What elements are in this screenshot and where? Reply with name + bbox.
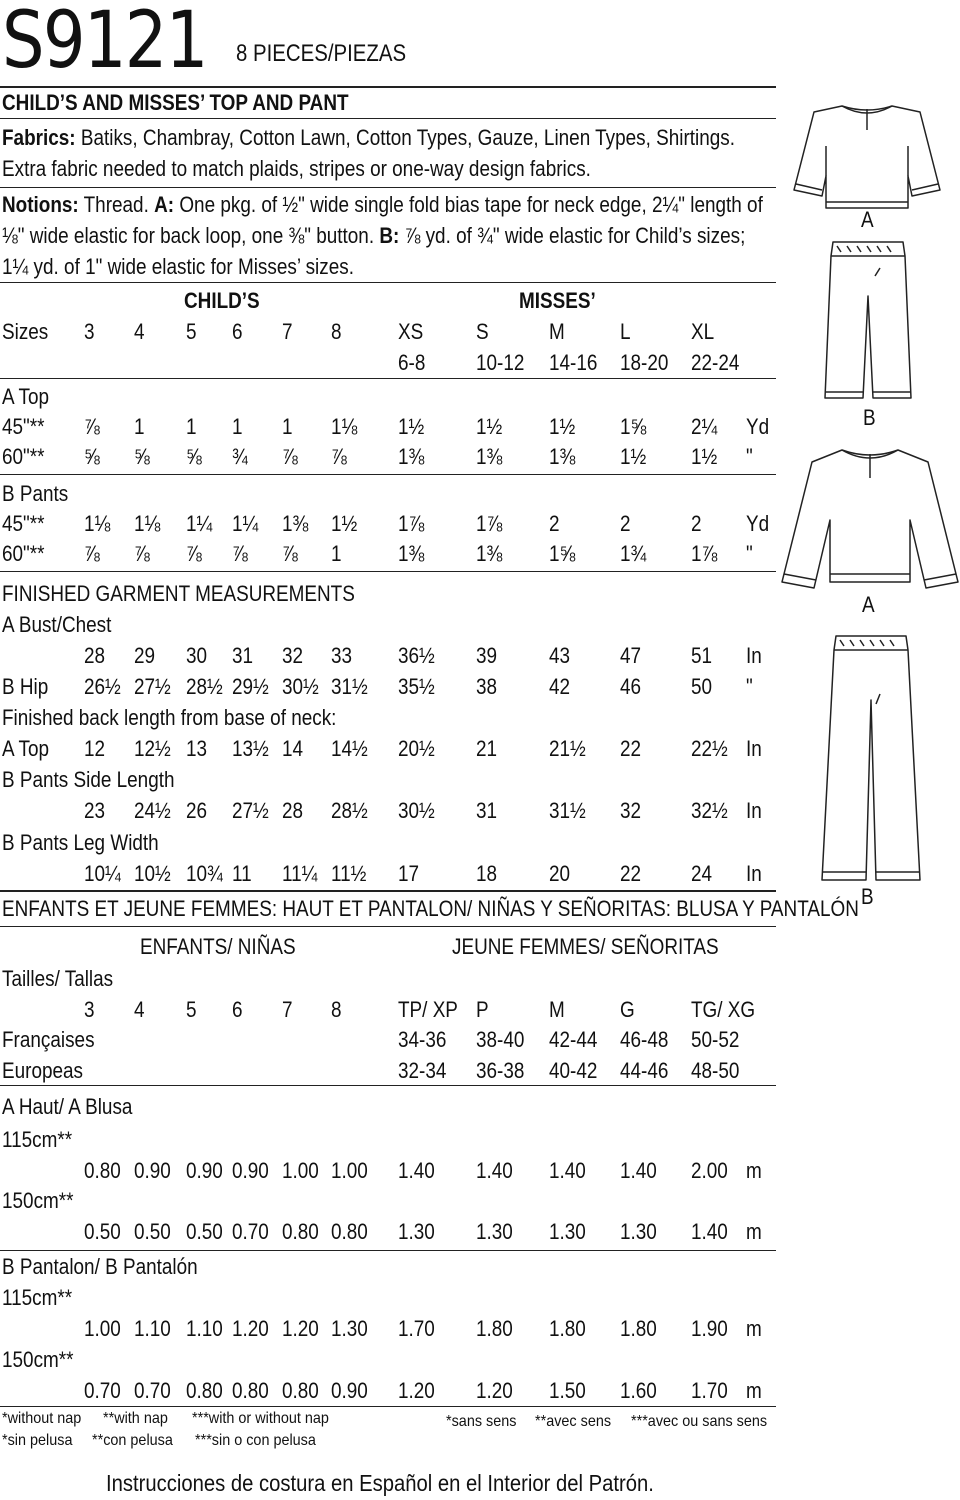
divider [0, 571, 776, 572]
table-cell: ⅝ [186, 444, 202, 469]
size-cell: XS [398, 319, 424, 344]
group-heading-misses: JEUNE FEMMES/ SEÑORITAS [452, 934, 719, 959]
table-cell: 1⅜ [398, 541, 425, 566]
size-cell: TP/ XP [398, 997, 458, 1022]
table-cell: 28½ [331, 798, 368, 823]
francaises-cell: 46-48 [620, 1027, 669, 1052]
misses-range-cell: 14-16 [549, 350, 598, 375]
table-cell: 29 [134, 643, 156, 668]
table-cell: 1¼ [232, 511, 259, 536]
table-cell: ⅞ [331, 444, 347, 469]
table-cell: 26 [186, 798, 208, 823]
table-cell: 1⅛ [331, 414, 358, 439]
section-label: B Pants [2, 481, 69, 506]
spanish-instructions-note: Instrucciones de costura en Español en el Interior del Patrón. [106, 1470, 654, 1496]
europeas-cell: 44-46 [620, 1058, 669, 1083]
size-cell: 6 [232, 997, 243, 1022]
table-cell: 2¼ [691, 414, 718, 439]
section-label: 115cm** [2, 1285, 73, 1310]
table-cell: 1.40 [476, 1158, 513, 1183]
europeas-cell: 32-34 [398, 1058, 447, 1083]
table-cell: ⅞ [186, 541, 202, 566]
table-cell: 1.80 [549, 1316, 586, 1341]
table-cell: 36½ [398, 643, 435, 668]
finished-heading: FINISHED GARMENT MEASUREMENTS [2, 581, 355, 606]
table-cell: 1⅜ [476, 444, 503, 469]
section-label: B Pants Side Length [2, 767, 175, 792]
table-cell: 1 [186, 414, 197, 439]
row-label: 60"** [2, 541, 45, 566]
table-cell: 23 [84, 798, 106, 823]
footnote-fr-2: **avec sens [535, 1413, 612, 1430]
table-cell: 24 [691, 861, 713, 886]
table-cell: 31½ [549, 798, 586, 823]
francaises-cell: 34-36 [398, 1027, 447, 1052]
size-cell: G [620, 997, 635, 1022]
footnote-es-2: **con pelusa [92, 1432, 173, 1449]
footnote-en-1: *without nap [2, 1410, 82, 1427]
table-cell: 0.80 [232, 1378, 269, 1403]
europeas-cell: 48-50 [691, 1058, 740, 1083]
table-cell: 46 [620, 674, 642, 699]
table-cell: 20 [549, 861, 571, 886]
table-cell: 1¼ [186, 511, 213, 536]
divider [0, 1085, 776, 1086]
table-cell: 2.00 [691, 1158, 728, 1183]
table-cell: 1.80 [476, 1316, 513, 1341]
table-cell: 26½ [84, 674, 121, 699]
table-cell: 32½ [691, 798, 728, 823]
unit-label: " [746, 444, 753, 469]
table-cell: 1⅜ [549, 444, 576, 469]
sizes-label: Sizes [2, 319, 49, 344]
unit-label: m [746, 1219, 762, 1244]
section-label: B Pants Leg Width [2, 830, 159, 855]
table-cell: 1.30 [331, 1316, 368, 1341]
table-cell: 21½ [549, 736, 586, 761]
divider [0, 474, 776, 475]
section-label: A Top [2, 384, 50, 409]
table-cell: 0.80 [331, 1219, 368, 1244]
table-cell: 20½ [398, 736, 435, 761]
table-cell: 0.80 [186, 1378, 223, 1403]
size-cell: 7 [282, 319, 293, 344]
view-label-a: A [861, 207, 874, 232]
table-cell: 2 [691, 511, 702, 536]
table-cell: 11 [232, 861, 252, 886]
size-cell: P [476, 997, 489, 1022]
table-cell: 11½ [331, 861, 367, 886]
table-cell: 1.70 [398, 1316, 435, 1341]
table-cell: ¾ [232, 444, 248, 469]
table-cell: 0.50 [84, 1219, 121, 1244]
table-cell: 0.90 [186, 1158, 223, 1183]
divider [0, 1250, 776, 1251]
table-cell: 31 [232, 643, 254, 668]
table-cell: 50 [691, 674, 713, 699]
notions-line-2 [2, 223, 745, 249]
group-heading-misses: MISSES’ [519, 288, 596, 313]
misses-range-cell: 10-12 [476, 350, 525, 375]
size-cell: 6 [232, 319, 243, 344]
table-cell: 1⅜ [398, 444, 425, 469]
table-cell: 1⅝ [549, 541, 576, 566]
europeas-cell: 40-42 [549, 1058, 598, 1083]
top-a-illustration-1 [794, 106, 940, 208]
row-label: 60"** [2, 444, 45, 469]
table-cell: 1⅞ [476, 511, 503, 536]
view-b-label: B: [379, 223, 400, 248]
table-cell: 2 [620, 511, 631, 536]
fabrics-label: Fabrics: [2, 125, 76, 150]
table-cell: ⅝ [84, 444, 100, 469]
table-cell: 0.90 [232, 1158, 269, 1183]
table-cell: 1 [232, 414, 243, 439]
misses-range-cell: 22-24 [691, 350, 740, 375]
divider [0, 187, 776, 188]
row-label: B Hip [2, 674, 49, 699]
divider [0, 890, 776, 892]
table-cell: 51 [691, 643, 713, 668]
size-cell: 5 [186, 319, 197, 344]
table-cell: 1⅞ [398, 511, 425, 536]
table-cell: 39 [476, 643, 498, 668]
table-cell: 27½ [134, 674, 171, 699]
view-label-b: B [863, 405, 876, 430]
table-cell: 22 [620, 736, 642, 761]
section-label: A Haut/ A Blusa [2, 1094, 133, 1119]
footnote-en-3: ***with or without nap [192, 1410, 329, 1427]
table-cell: 0.50 [186, 1219, 223, 1244]
table-cell: 1.90 [691, 1316, 728, 1341]
unit-label: m [746, 1158, 762, 1183]
table-cell: 24½ [134, 798, 171, 823]
europeas-cell: 36-38 [476, 1058, 525, 1083]
misses-range-cell: 6-8 [398, 350, 426, 375]
unit-label: m [746, 1316, 762, 1341]
notions-line-3: 1¼ yd. of 1" wide elastic for Misses’ sizes. [2, 254, 354, 279]
table-cell: 29½ [232, 674, 269, 699]
table-cell: 1.00 [282, 1158, 319, 1183]
table-cell: 31 [476, 798, 498, 823]
table-cell: 1½ [620, 444, 647, 469]
table-cell: 0.80 [282, 1219, 319, 1244]
table-cell: 0.50 [134, 1219, 171, 1244]
section-label: 150cm** [2, 1188, 74, 1213]
table-cell: 33 [331, 643, 353, 668]
size-cell: M [549, 997, 565, 1022]
table-cell: 1.40 [691, 1219, 728, 1244]
table-cell: 32 [620, 798, 642, 823]
misses-range-cell: 18-20 [620, 350, 669, 375]
divider [0, 282, 776, 283]
table-cell: 1 [134, 414, 145, 439]
unit-label: In [746, 798, 762, 823]
table-cell: 0.80 [84, 1158, 121, 1183]
table-cell: 30½ [282, 674, 319, 699]
unit-label: " [746, 541, 753, 566]
divider [0, 926, 776, 927]
table-cell: 0.70 [134, 1378, 171, 1403]
section-label: 150cm** [2, 1347, 74, 1372]
pant-b-illustration-2 [822, 636, 920, 880]
size-cell: 4 [134, 319, 145, 344]
unit-label: In [746, 736, 762, 761]
francaises-label: Françaises [2, 1027, 95, 1052]
table-cell: 21 [476, 736, 498, 761]
table-cell: 1.10 [186, 1316, 223, 1341]
table-cell: 1 [331, 541, 342, 566]
table-cell: 1.10 [134, 1316, 171, 1341]
group-heading-child: CHILD’S [184, 288, 260, 313]
table-cell: 0.70 [84, 1378, 121, 1403]
footnote-en-2: **with nap [103, 1410, 168, 1427]
table-cell: ⅝ [134, 444, 150, 469]
translated-heading: ENFANTS ET JEUNE FEMMES: HAUT ET PANTALON/ NIÑAS Y SEÑORITAS: BLUSA Y PANTALÓN [2, 896, 859, 921]
unit-label: In [746, 861, 762, 886]
table-cell: 42 [549, 674, 571, 699]
table-cell: 0.70 [232, 1219, 269, 1244]
table-cell: 1.40 [620, 1158, 657, 1183]
table-cell: 32 [282, 643, 304, 668]
size-cell: S [476, 319, 489, 344]
table-cell: 13 [186, 736, 208, 761]
unit-label: Yd [746, 414, 770, 439]
table-cell: 18 [476, 861, 498, 886]
table-cell: 1.20 [282, 1316, 319, 1341]
size-cell: TG/ XG [691, 997, 756, 1022]
francaises-cell: 38-40 [476, 1027, 525, 1052]
notions-label: Notions: [2, 192, 79, 217]
table-cell: 1½ [398, 414, 425, 439]
francaises-cell: 42-44 [549, 1027, 598, 1052]
view-label-b: B [861, 884, 874, 909]
footnote-es-3: ***sin o con pelusa [195, 1432, 316, 1449]
size-cell: 8 [331, 319, 342, 344]
table-cell: 35½ [398, 674, 435, 699]
table-cell: 0.90 [331, 1378, 368, 1403]
francaises-cell: 50-52 [691, 1027, 740, 1052]
section-label: 115cm** [2, 1127, 73, 1152]
table-cell: 1⅛ [84, 511, 111, 536]
table-cell: ⅞ [84, 541, 100, 566]
unit-label: m [746, 1378, 762, 1403]
sizes-label: Tailles/ Tallas [2, 966, 114, 991]
unit-label: Yd [746, 511, 770, 536]
notions-text: ⅞ yd. of ¾" wide elastic for Child’s sizes; [399, 223, 746, 248]
table-cell: 1½ [691, 444, 718, 469]
size-cell: XL [691, 319, 715, 344]
table-cell: 10½ [134, 861, 171, 886]
table-cell: 12½ [134, 736, 171, 761]
notions-text: ⅛" wide elastic for back loop, one ⅜" button. [2, 223, 380, 248]
table-cell: 1.30 [476, 1219, 513, 1244]
table-cell: 31½ [331, 674, 368, 699]
divider [0, 378, 776, 379]
table-cell: 1.40 [398, 1158, 435, 1183]
section-label: A Bust/Chest [2, 612, 112, 637]
table-cell: 1⅜ [282, 511, 309, 536]
table-cell: 22½ [691, 736, 728, 761]
table-cell: 1.30 [549, 1219, 586, 1244]
size-cell: 7 [282, 997, 293, 1022]
table-cell: ⅞ [282, 541, 298, 566]
table-cell: 1.80 [620, 1316, 657, 1341]
unit-label: In [746, 643, 762, 668]
table-cell: 1.20 [232, 1316, 269, 1341]
table-cell: 1⅝ [620, 414, 647, 439]
table-cell: 1 [282, 414, 293, 439]
size-cell: 3 [84, 319, 95, 344]
table-cell: 14 [282, 736, 304, 761]
size-cell: L [620, 319, 631, 344]
table-cell: 0.80 [282, 1378, 319, 1403]
table-cell: 10¾ [186, 861, 223, 886]
piece-count: 8 PIECES/PIEZAS [236, 40, 407, 67]
table-cell: ⅞ [232, 541, 248, 566]
europeas-label: Europeas [2, 1058, 84, 1083]
fabrics-line-2: Extra fabric needed to match plaids, stripes or one-way design fabrics. [2, 156, 591, 181]
table-cell: ⅞ [134, 541, 150, 566]
table-cell: 1.20 [398, 1378, 435, 1403]
notions-text: Thread. [78, 192, 155, 217]
table-cell: 13½ [232, 736, 269, 761]
table-cell: 30 [186, 643, 208, 668]
table-cell: 1.20 [476, 1378, 513, 1403]
table-cell: 1½ [549, 414, 576, 439]
table-cell: 47 [620, 643, 642, 668]
view-label-a: A [862, 592, 875, 617]
top-a-illustration-2 [782, 450, 958, 588]
table-cell: 17 [398, 861, 420, 886]
table-cell: 1.30 [398, 1219, 435, 1244]
size-cell: 4 [134, 997, 145, 1022]
table-cell: 1⅞ [691, 541, 718, 566]
row-label: A Top [2, 736, 50, 761]
table-cell: 1⅜ [476, 541, 503, 566]
divider [0, 1406, 776, 1407]
table-cell: 1.00 [331, 1158, 368, 1183]
table-cell: 12 [84, 736, 106, 761]
table-cell: 0.90 [134, 1158, 171, 1183]
table-cell: 10¼ [84, 861, 121, 886]
table-cell: 1.40 [549, 1158, 586, 1183]
section-label: B Pantalon/ B Pantalón [2, 1254, 198, 1279]
footnote-fr-1: *sans sens [446, 1413, 517, 1430]
table-cell: 1.30 [620, 1219, 657, 1244]
table-cell: 38 [476, 674, 498, 699]
table-cell: 27½ [232, 798, 269, 823]
size-cell: M [549, 319, 565, 344]
table-cell: ⅞ [282, 444, 298, 469]
table-cell: ⅞ [84, 414, 100, 439]
pant-b-illustration-1 [825, 242, 911, 398]
pattern-number: S9121 [2, 0, 207, 86]
unit-label: " [746, 674, 753, 699]
notions-text: One pkg. of ½" wide single fold bias tape for neck edge, 2¼" length of [174, 192, 763, 217]
notions-line-1 [2, 192, 763, 218]
view-a-label: A: [154, 192, 175, 217]
fabrics-text: Batiks, Chambray, Cotton Lawn, Cotton Types, Gauze, Linen Types, Shirtings. [75, 125, 736, 150]
table-cell: 1½ [476, 414, 503, 439]
fabrics-line-1 [2, 125, 735, 151]
size-cell: 3 [84, 997, 95, 1022]
footnote-es-1: *sin pelusa [2, 1432, 73, 1449]
table-cell: 30½ [398, 798, 435, 823]
group-heading-child: ENFANTS/ NIÑAS [140, 934, 296, 959]
row-label: 45"** [2, 511, 45, 536]
table-cell: 14½ [331, 736, 368, 761]
table-cell: 43 [549, 643, 571, 668]
table-cell: 1.70 [691, 1378, 728, 1403]
size-cell: 5 [186, 997, 197, 1022]
table-cell: 28 [282, 798, 304, 823]
table-cell: 28½ [186, 674, 223, 699]
table-cell: 22 [620, 861, 642, 886]
section-label: Finished back length from base of neck: [2, 705, 337, 730]
table-cell: 1.00 [84, 1316, 121, 1341]
table-cell: 1.50 [549, 1378, 586, 1403]
table-cell: 28 [84, 643, 106, 668]
pattern-title: CHILD’S AND MISSES’ TOP AND PANT [2, 90, 349, 115]
table-cell: 2 [549, 511, 560, 536]
table-cell: 1½ [331, 511, 358, 536]
table-cell: 1⅛ [134, 511, 161, 536]
size-cell: 8 [331, 997, 342, 1022]
row-label: 45"** [2, 414, 45, 439]
table-cell: 1.60 [620, 1378, 657, 1403]
divider [0, 86, 776, 88]
footnote-fr-3: ***avec ou sans sens [631, 1413, 768, 1430]
table-cell: 11¼ [282, 861, 318, 886]
table-cell: 1¾ [620, 541, 647, 566]
divider [0, 118, 776, 119]
